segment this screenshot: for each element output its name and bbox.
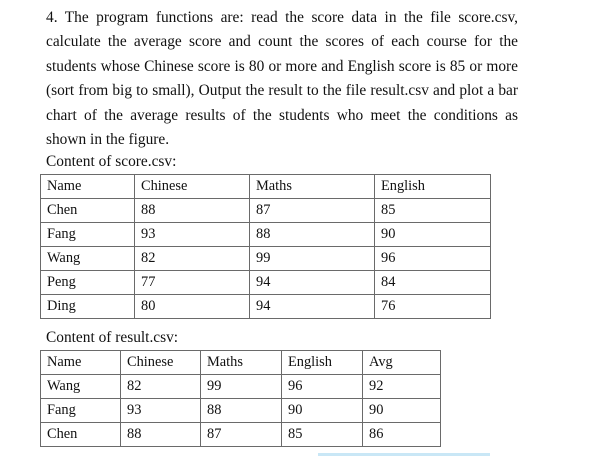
table-cell: 85: [375, 199, 491, 223]
table-cell: Wang: [41, 247, 135, 271]
table-cell: 82: [121, 375, 201, 399]
question-text: 4. The program functions are: read the score data in the file score.csv, calculate the average score and count the scores of each course for the students whose Chinese score is 80 or more and English score is 85 or more (sort from big to small), Output the result to the file result.csv and plot a bar chart of the average results of the students who meet the conditions as shown in the figure.: [46, 9, 518, 149]
table-row: [41, 375, 441, 399]
header-cell-maths: Maths: [250, 175, 375, 199]
table-row: [41, 199, 491, 223]
table-cell: 93: [121, 399, 201, 423]
table-cell: 96: [375, 247, 491, 271]
table-cell: 77: [135, 271, 250, 295]
score-csv-caption: Content of score.csv:: [46, 153, 177, 170]
table-cell: 90: [363, 399, 441, 423]
table-cell: Peng: [41, 271, 135, 295]
header-cell-name: Name: [41, 351, 121, 375]
table-cell: 88: [121, 423, 201, 447]
table-cell: 87: [250, 199, 375, 223]
table-cell: 99: [201, 375, 282, 399]
table-cell: 96: [282, 375, 363, 399]
table-cell: 94: [250, 295, 375, 319]
table-cell: Wang: [41, 375, 121, 399]
table-row: [41, 295, 491, 319]
table-cell: Fang: [41, 223, 135, 247]
header-cell-chinese: Chinese: [121, 351, 201, 375]
header-cell-name: Name: [41, 175, 135, 199]
table-cell: 84: [375, 271, 491, 295]
table-cell: Chen: [41, 199, 135, 223]
header-cell-chinese: Chinese: [135, 175, 250, 199]
table-cell: Fang: [41, 399, 121, 423]
table-cell: 90: [282, 399, 363, 423]
table-cell: 92: [363, 375, 441, 399]
table-cell: 87: [201, 423, 282, 447]
table-cell: 99: [250, 247, 375, 271]
table-row: [41, 223, 491, 247]
table-header-row: [41, 351, 441, 375]
table-cell: Chen: [41, 423, 121, 447]
result-csv-caption: Content of result.csv:: [46, 329, 179, 346]
result-csv-table: [40, 350, 441, 447]
table-cell: 90: [375, 223, 491, 247]
table-header-row: [41, 175, 491, 199]
table-cell: 85: [282, 423, 363, 447]
table-cell: 88: [135, 199, 250, 223]
table-cell: 94: [250, 271, 375, 295]
table-cell: 80: [135, 295, 250, 319]
table-cell: 86: [363, 423, 441, 447]
table-row: [41, 271, 491, 295]
table-cell: 82: [135, 247, 250, 271]
table-row: [41, 399, 441, 423]
header-cell-maths: Maths: [201, 351, 282, 375]
header-cell-english: English: [375, 175, 491, 199]
header-cell-english: English: [282, 351, 363, 375]
table-cell: 88: [201, 399, 282, 423]
table-row: [41, 423, 441, 447]
table-cell: 76: [375, 295, 491, 319]
header-cell-avg: Avg: [363, 351, 441, 375]
table-cell: 93: [135, 223, 250, 247]
score-csv-table: [40, 174, 491, 319]
table-cell: 88: [250, 223, 375, 247]
table-cell: Ding: [41, 295, 135, 319]
table-row: [41, 247, 491, 271]
